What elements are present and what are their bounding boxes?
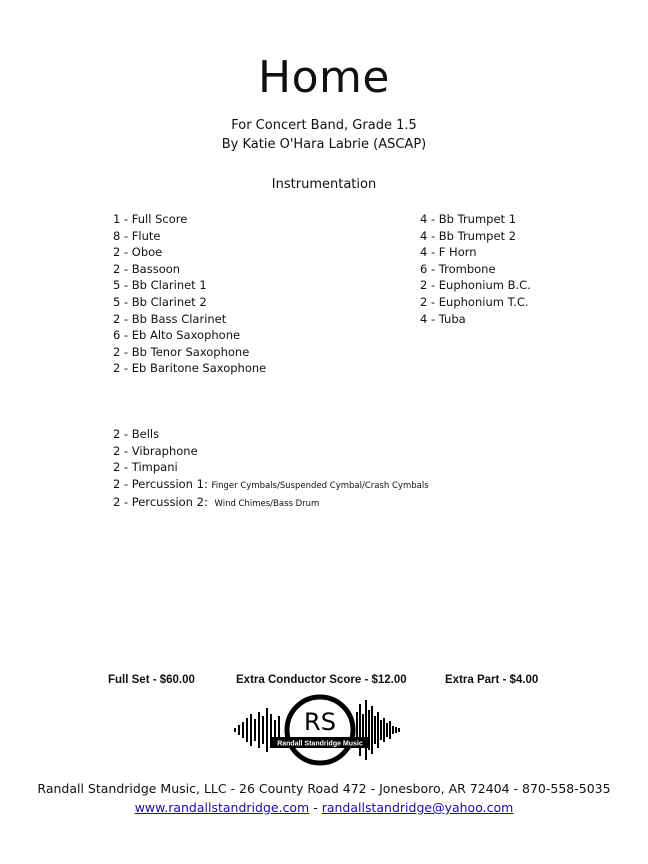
list-item bbox=[113, 459, 429, 476]
percussion-part: 2 - Percussion 1: bbox=[113, 476, 208, 491]
logo-initials: RS bbox=[304, 708, 336, 736]
composer-credit: By Katie O'Hara Labrie (ASCAP) bbox=[221, 137, 427, 152]
list-item: 1 - Full Score bbox=[113, 212, 188, 226]
percussion-list bbox=[113, 426, 429, 513]
website-link[interactable]: www.randallstandridge.com bbox=[134, 800, 310, 815]
list-item: 8 - Flute bbox=[113, 228, 161, 243]
list-item bbox=[113, 494, 429, 513]
list-item: 4 - Bb Trumpet 1 bbox=[420, 212, 517, 226]
list-item bbox=[113, 426, 429, 443]
percussion-part: 2 - Vibraphone bbox=[113, 443, 198, 458]
list-item: 2 - Euphonium T.C. bbox=[420, 294, 529, 309]
list-item: 2 - Oboe bbox=[113, 245, 163, 260]
left-instrument-list bbox=[113, 211, 266, 377]
percussion-part: 2 - Bells bbox=[113, 427, 160, 441]
percussion-part: 2 - Timpani bbox=[113, 460, 178, 475]
list-item: 6 - Eb Alto Saxophone bbox=[113, 328, 241, 343]
right-instrument-list bbox=[420, 211, 531, 327]
full-set-price: Full Set - $60.00 bbox=[108, 674, 195, 686]
percussion-part: 2 - Percussion 2: bbox=[113, 495, 208, 510]
link-separator: - bbox=[309, 800, 322, 815]
footer-links bbox=[0, 800, 648, 815]
page-title: Home bbox=[258, 52, 390, 103]
publisher-logo bbox=[232, 694, 408, 766]
logo-banner-text: Randall Standridge Music bbox=[277, 740, 363, 748]
list-item: 2 - Euphonium B.C. bbox=[420, 278, 531, 293]
email-link[interactable]: randallstandridge@yahoo.com bbox=[321, 800, 514, 815]
list-item: 5 - Bb Clarinet 2 bbox=[113, 294, 207, 309]
list-item: 2 - Bb Bass Clarinet bbox=[113, 311, 227, 326]
list-item: 4 - Bb Trumpet 2 bbox=[420, 228, 517, 243]
list-item: 2 - Eb Baritone Saxophone bbox=[113, 361, 267, 376]
percussion-detail: Finger Cymbals/Suspended Cymbal/Crash Cymbals bbox=[211, 480, 429, 491]
list-item bbox=[113, 476, 429, 495]
list-item bbox=[113, 443, 429, 460]
list-item: 4 - F Horn bbox=[420, 245, 477, 260]
subtitle: For Concert Band, Grade 1.5 bbox=[231, 118, 417, 133]
extra-part-price: Extra Part - $4.00 bbox=[445, 674, 539, 686]
list-item: 2 - Bb Tenor Saxophone bbox=[113, 344, 250, 359]
list-item: 4 - Tuba bbox=[420, 311, 466, 326]
conductor-score-price: Extra Conductor Score - $12.00 bbox=[236, 674, 407, 686]
footer-address: Randall Standridge Music, LLC - 26 County Road 472 - Jonesboro, AR 72404 - 870-558-5035 bbox=[37, 781, 611, 796]
list-item: 6 - Trombone bbox=[420, 261, 496, 276]
logo-graphic bbox=[232, 694, 408, 766]
list-item: 5 - Bb Clarinet 1 bbox=[113, 278, 207, 293]
percussion-detail: Wind Chimes/Bass Drum bbox=[214, 499, 320, 510]
waveform-right bbox=[356, 700, 400, 760]
list-item: 2 - Bassoon bbox=[113, 261, 181, 276]
instrumentation-heading: Instrumentation bbox=[271, 177, 377, 192]
